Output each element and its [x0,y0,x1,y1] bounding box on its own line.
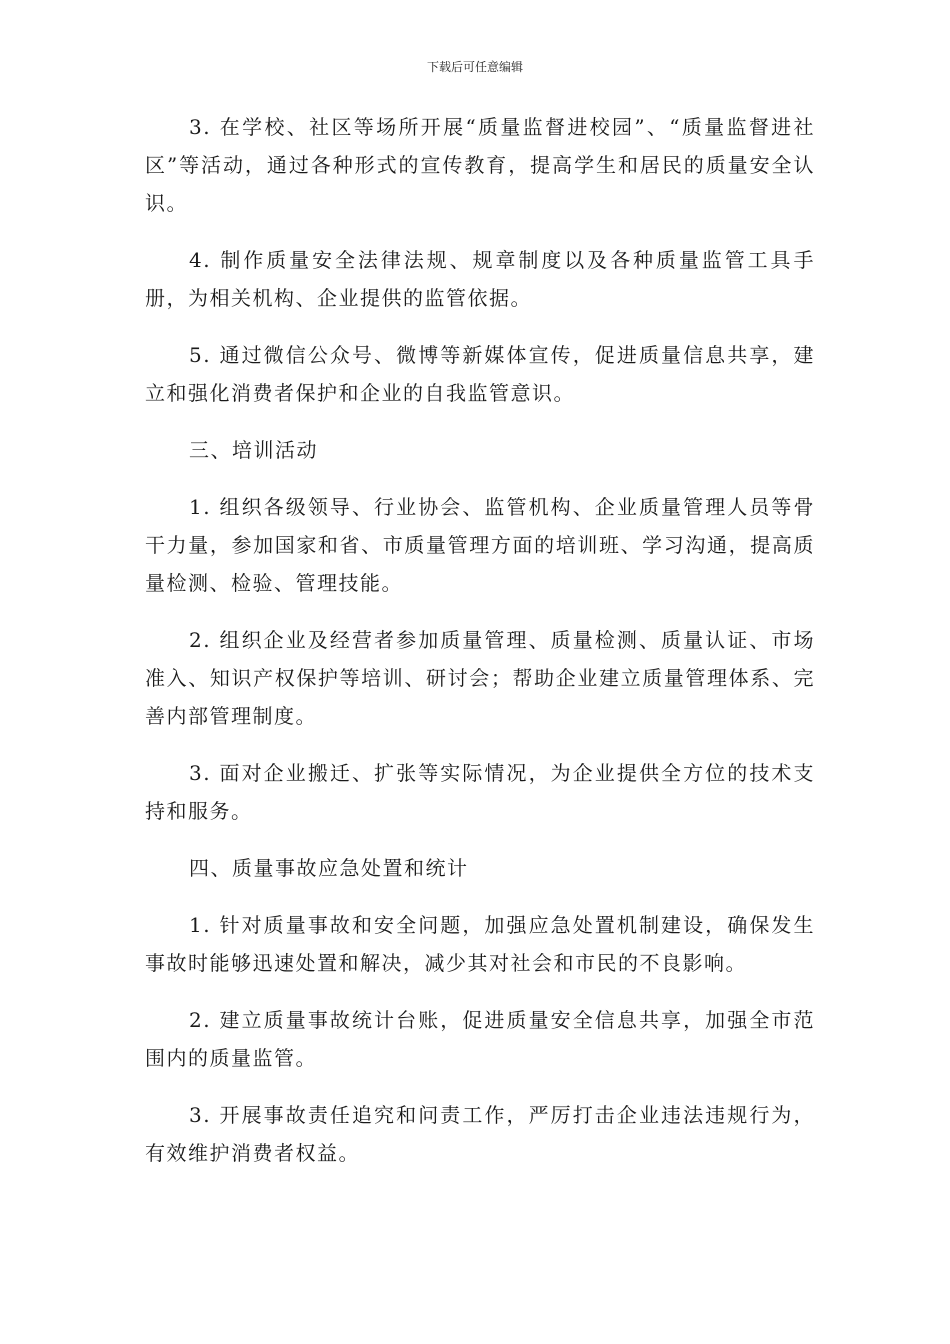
paragraph-training-3: 3. 面对企业搬迁、扩张等实际情况，为企业提供全方位的技术支持和服务。 [145,761,815,823]
page-header: 下载后可任意编辑 [426,60,523,74]
paragraph-item-5-new-media: 5. 通过微信公众号、微博等新媒体宣传，促进质量信息共享，建立和强化消费者保护和企业的自我监管意识。 [145,343,815,405]
paragraph-item-4-manuals: 4. 制作质量安全法律法规、规章制度以及各种质量监管工具手册，为相关机构、企业提供的监管依据。 [145,248,815,310]
document-body [145,108,815,1191]
section-heading-training: 三、培训活动 [189,438,318,462]
section-heading-emergency: 四、质量事故应急处置和统计 [189,856,469,880]
paragraph-item-3-campus: 3. 在学校、社区等场所开展“质量监督进校园”、“质量监督进社区”等活动，通过各种形式的宣传教育，提高学生和居民的质量安全认识。 [145,115,815,215]
paragraph-emergency-1: 1. 针对质量事故和安全问题，加强应急处置机制建设，确保发生事故时能够迅速处置和解决，减少其对社会和市民的不良影响。 [145,913,815,975]
paragraph-emergency-2: 2. 建立质量事故统计台账，促进质量安全信息共享，加强全市范围内的质量监管。 [145,1008,815,1070]
paragraph-training-2: 2. 组织企业及经营者参加质量管理、质量检测、质量认证、市场准入、知识产权保护等培训、研讨会；帮助企业建立质量管理体系、完善内部管理制度。 [145,628,815,728]
paragraph-training-1: 1. 组织各级领导、行业协会、监管机构、企业质量管理人员等骨干力量，参加国家和省、市质量管理方面的培训班、学习沟通，提高质量检测、检验、管理技能。 [145,495,815,595]
paragraph-emergency-3: 3. 开展事故责任追究和问责工作，严厉打击企业违法违规行为，有效维护消费者权益。 [145,1103,815,1165]
